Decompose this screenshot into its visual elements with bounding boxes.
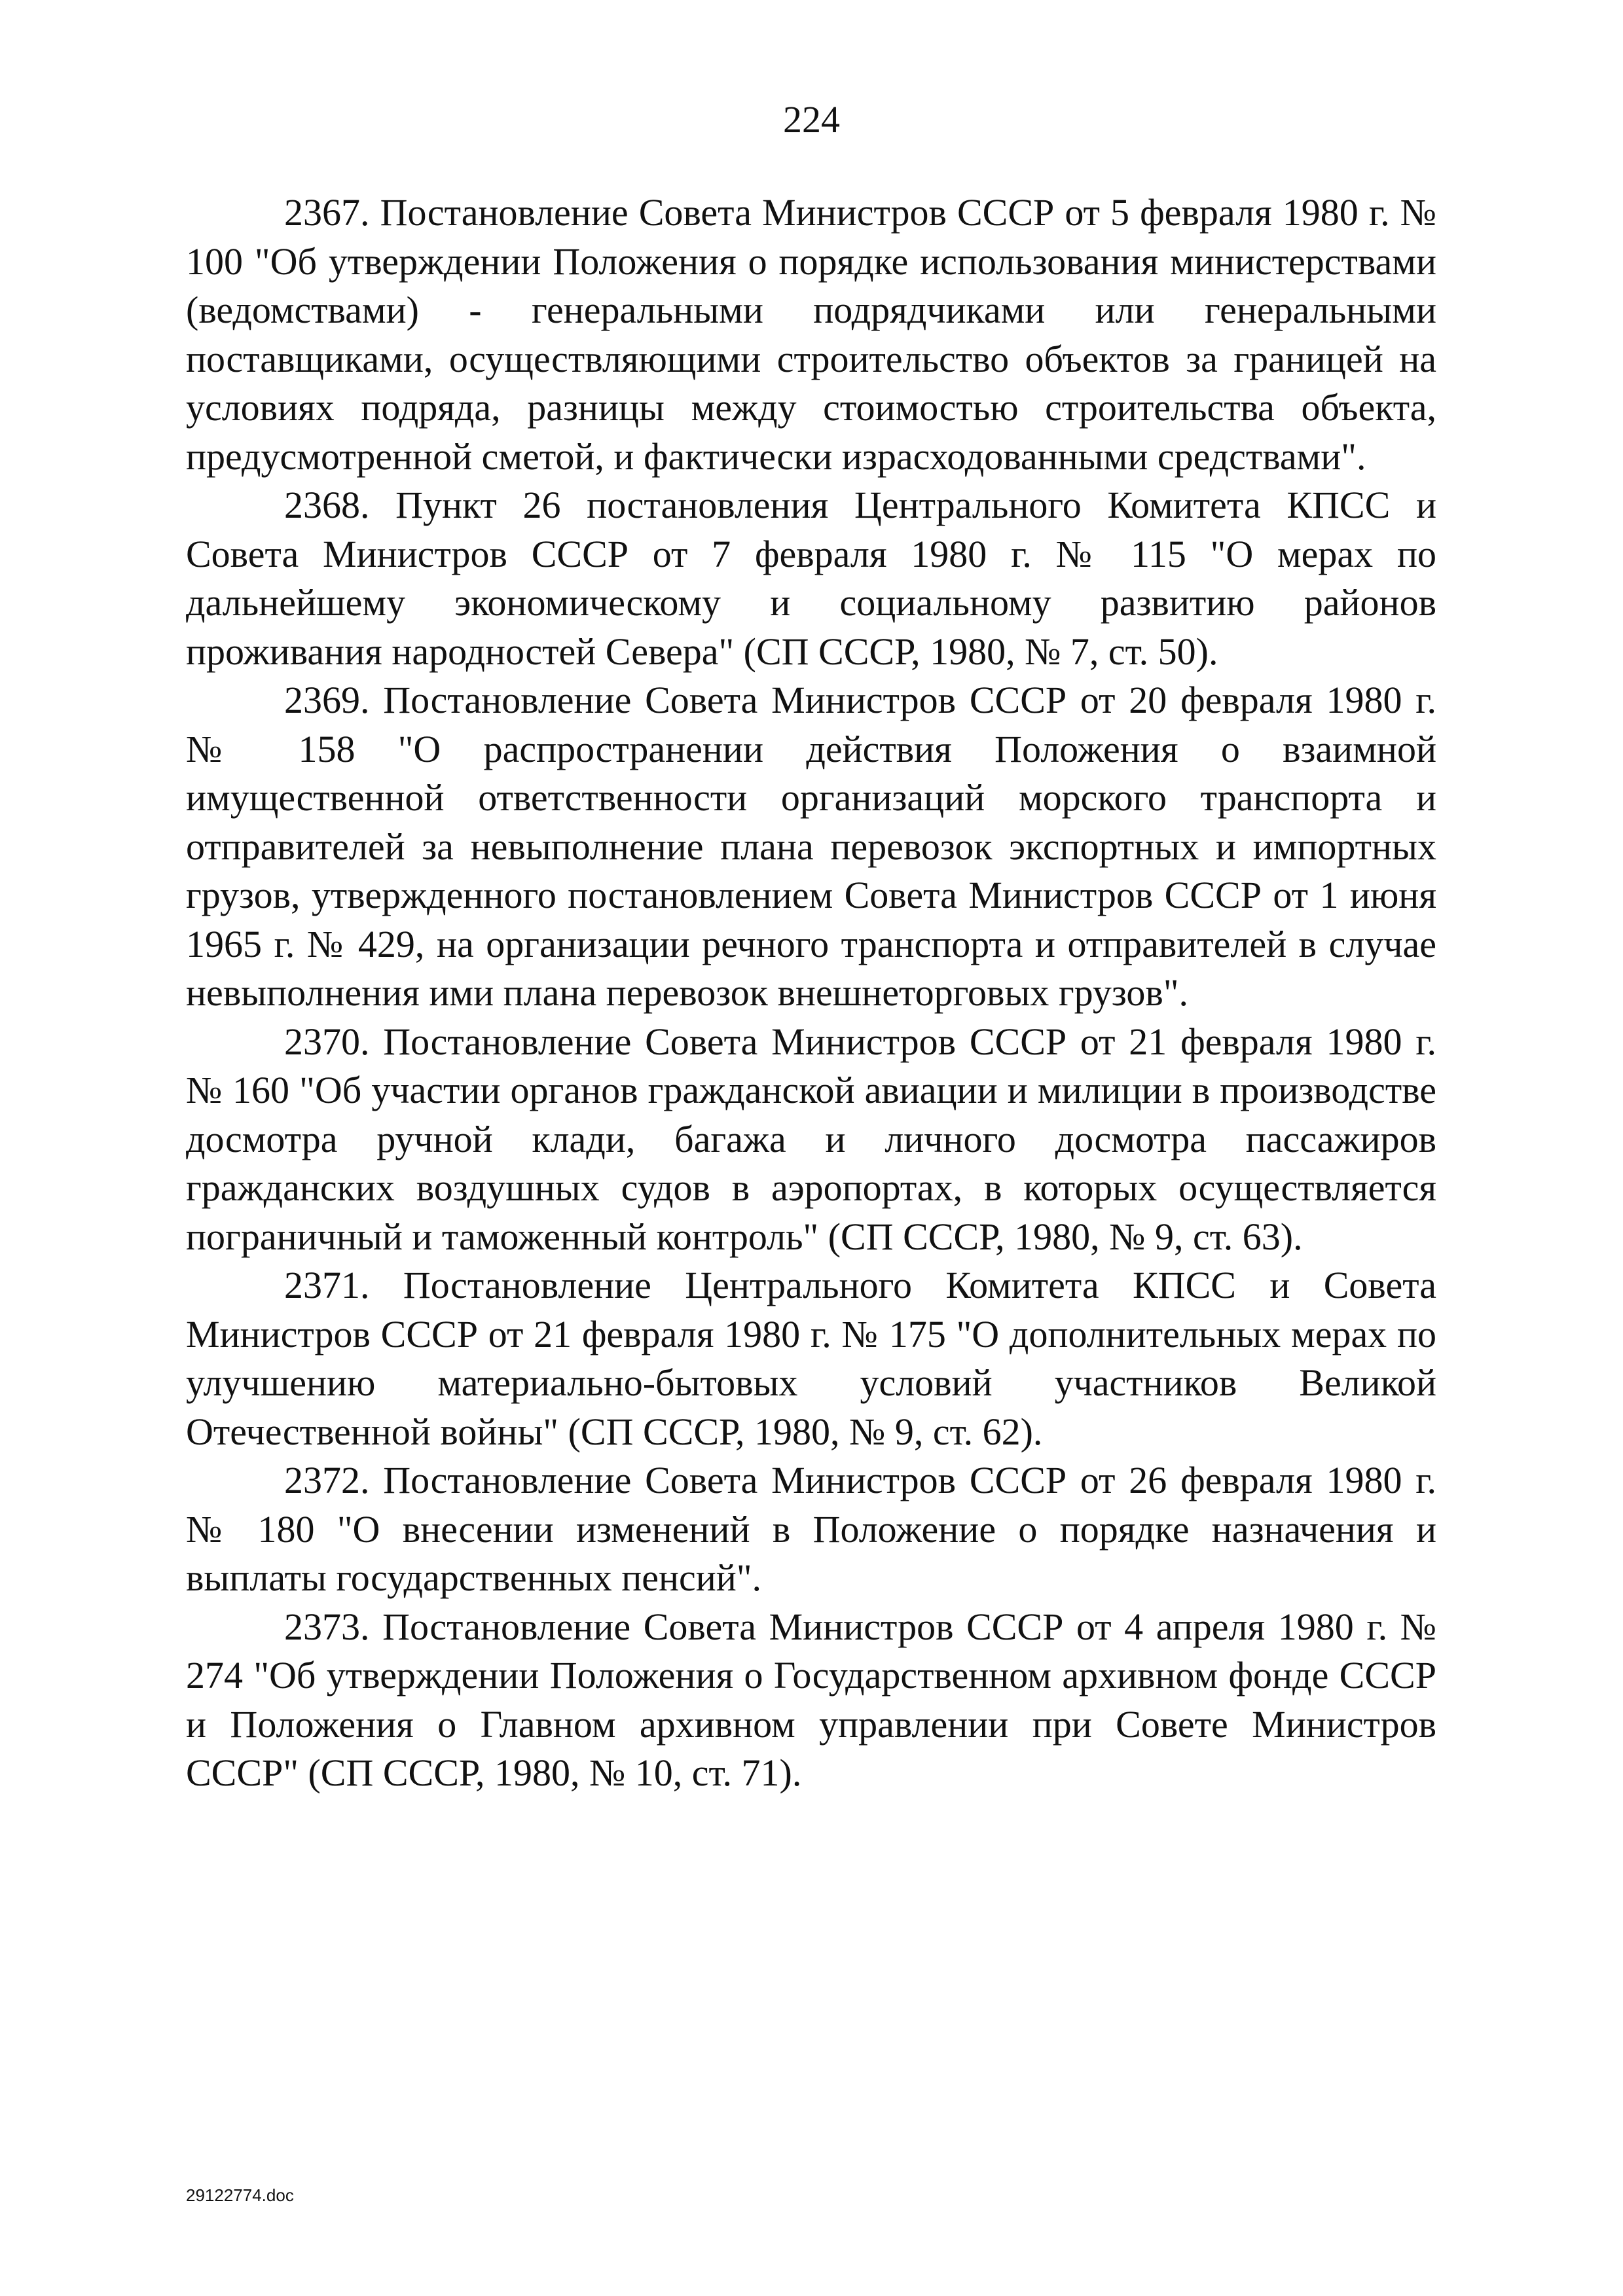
- entry-2369: 2369. Постановление Совета Министров СССР от 20 февраля 1980 г. № 158 "О распространении действия Положения о взаимной имущественной ответственности организаций морского транспорта и отправителей за невыполнение плана перевозок экспортных и импортных грузов, утвержденного постановлением Совета Министров СССР от 1 июня 1965 г. № 429, на организации речного транспорта и отправителей в случае невыполнения ими плана перевозок внешнеторговых грузов".: [186, 679, 1436, 1014]
- entry-2372: 2372. Постановление Совета Министров СССР от 26 февраля 1980 г. № 180 "О внесении изменений в Положение о порядке назначения и выплаты государственных пенсий".: [186, 1459, 1436, 1599]
- entry-2367: 2367. Постановление Совета Министров СССР от 5 февраля 1980 г. № 100 "Об утверждении Положения о порядке использования министерствами (ведомствами) - генеральными подрядчиками или генеральными поставщиками, осуществляющими строительство объектов за границей на условиях подряда, разницы между стоимостью строительства объекта, предусмотренной сметой, и фактически израсходованными средствами".: [186, 191, 1436, 478]
- entry-2371: 2371. Постановление Центрального Комитета КПСС и Совета Министров СССР от 21 февраля 1980 г. № 175 "О дополнительных мерах по улучшению материально-бытовых условий участников Великой Отечественной войны" (СП СССР, 1980, № 9, ст. 62).: [186, 1264, 1436, 1453]
- entry-2368: 2368. Пункт 26 постановления Центрального Комитета КПСС и Совета Министров СССР от 7 февраля 1980 г. № 115 "О мерах по дальнейшему экономическому и социальному развитию районов проживания народностей Севера" (СП СССР, 1980, № 7, ст. 50).: [186, 484, 1436, 673]
- entry-2370: 2370. Постановление Совета Министров СССР от 21 февраля 1980 г. № 160 "Об участии органов гражданской авиации и милиции в производстве досмотра ручной клади, багажа и личного досмотра пассажиров гражданских воздушных судов в аэропортах, в которых осуществляется пограничный и таможенный контроль" (СП СССР, 1980, № 9, ст. 63).: [186, 1020, 1436, 1258]
- page-number: 224: [783, 98, 840, 141]
- footer-filename: 29122774.doc: [186, 2185, 294, 2205]
- document-body: [186, 188, 1436, 1798]
- entry-2373: 2373. Постановление Совета Министров СССР от 4 апреля 1980 г. № 274 "Об утверждении Положения о Государственном архивном фонде СССР и Положения о Главном архивном управлении при Совете Министров СССР" (СП СССР, 1980, № 10, ст. 71).: [186, 1605, 1436, 1794]
